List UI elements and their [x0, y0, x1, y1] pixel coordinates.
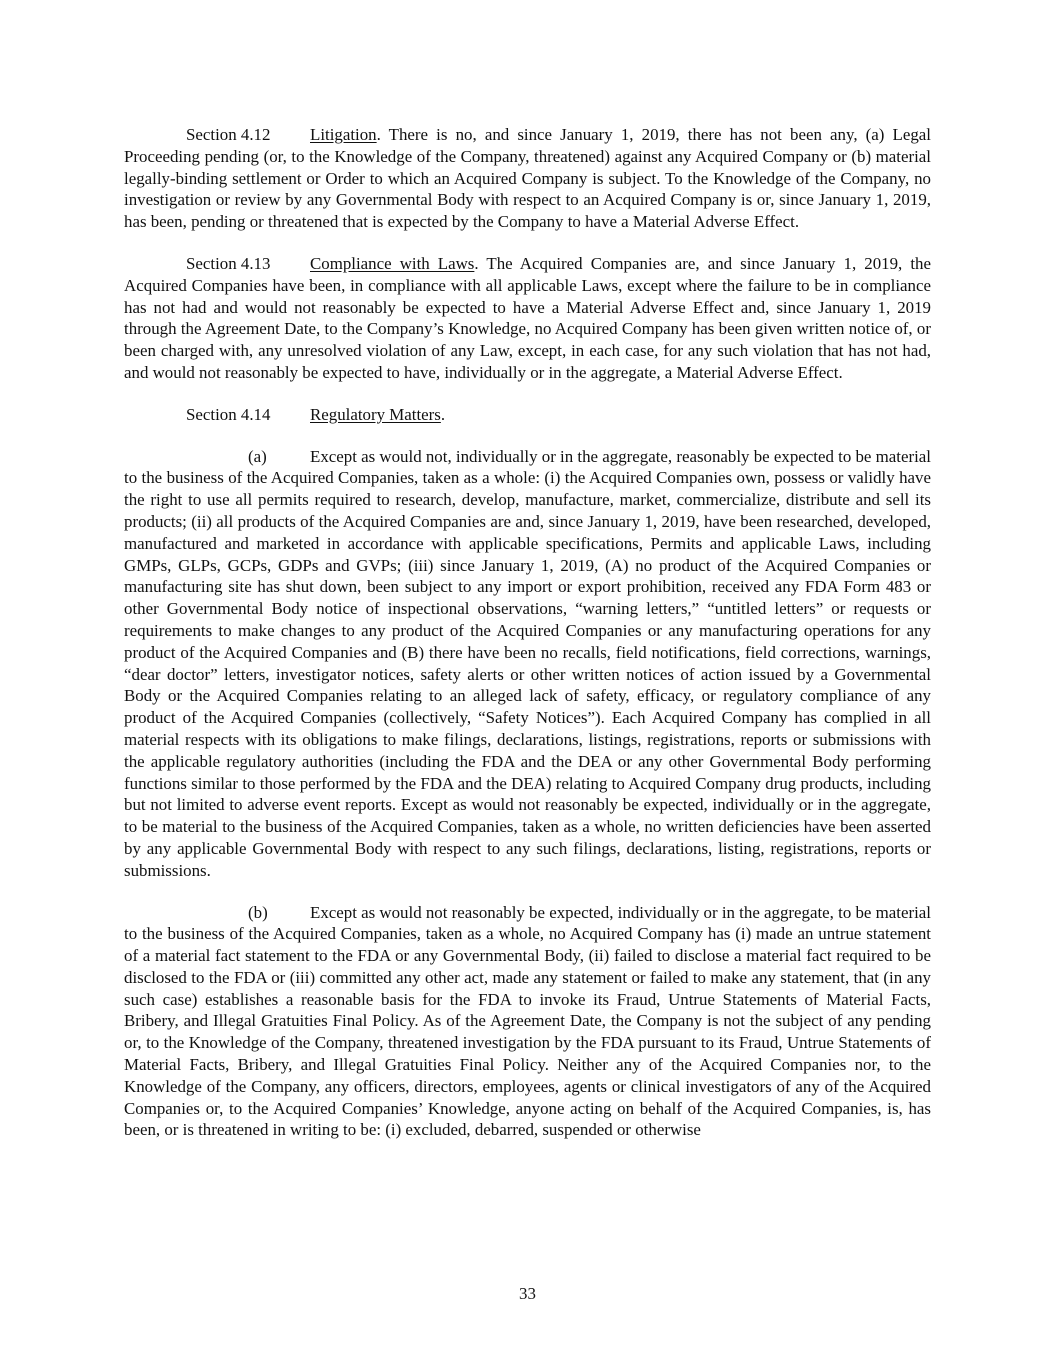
section-heading-suffix: .: [440, 404, 446, 424]
clause-body: Except as would not reasonably be expected, individually or in the aggregate, to be material to the business of the Acquired Companies, taken as a whole, no Acquired Company has (i) made an untrue statement of a material fact statement to the FDA or any Governmental Body, (ii) failed to disclose a material fact required to be disclosed to the FDA or (iii) committed any other act, made any statement or failed to make any statement, that (in any such case) establishes a reasonable basis for the FDA to invoke its Fraud, Untrue Statements of Material Facts, Bribery, and Illegal Gratuities Final Policy. As of the Agreement Date, the Company is not the subject of any pending or, to the Knowledge of the Company, threatened investigation by the FDA pursuant to its Fraud, Untrue Statements of Material Facts, Bribery, and Illegal Gratuities Final Policy. Neither any of the Acquired Companies nor, to the Knowledge of the Company, any officers, directors, employees, agents or clinical investigators of any of the Acquired Companies or, to the Acquired Companies’ Knowledge, anyone acting on behalf of the Acquired Companies, is, has been, or is threatened in writing to be: (i) excluded, debarred, suspended or otherwise: [124, 902, 931, 1140]
section-4-12-paragraph: [124, 124, 931, 233]
page-number: 33: [519, 1284, 536, 1303]
paragraph-gap: [124, 882, 931, 902]
section-body: . There is no, and since January 1, 2019, there has not been any, (a) Legal Proceeding pending (or, to the Knowledge of the Company, threatened) against any Acquired Company or (b) material legally-binding settlement or Order to which an Acquired Company is subject. To the Knowledge of the Company, no investigation or review by any Governmental Body with respect to an Acquired Company is or, since January 1, 2019, has been, pending or threatened that is expected by the Company to have a Material Adverse Effect.: [124, 125, 931, 232]
section-4-13-paragraph: [124, 253, 931, 384]
section-number: Section 4.14: [186, 404, 271, 424]
section-number: Section 4.12: [186, 125, 271, 144]
clause-label: (b): [248, 902, 268, 922]
section-heading: Regulatory Matters: [310, 404, 441, 424]
paragraph-gap: [124, 426, 931, 446]
section-body: . The Acquired Companies are, and since January 1, 2019, the Acquired Companies have been, in compliance with all applicable Laws, except where the failure to be in compliance has not had and would not reasonably be expected to have a Material Adverse Effect and, since January 1, 2019 through the Agreement Date, to the Company’s Knowledge, no Acquired Company has been given written notice of, or been charged with, any unresolved violation of any Law, except, in each case, for any such violation that has not had, and would not reasonably be expected to have, individually or in the aggregate, a Material Adverse Effect.: [124, 253, 931, 382]
paragraph-gap: [124, 233, 931, 253]
document-page: [124, 124, 931, 1141]
paragraph-gap: [124, 384, 931, 404]
section-number: Section 4.13: [186, 253, 271, 273]
clause-a-paragraph: [124, 446, 931, 882]
clause-b-paragraph: [124, 902, 931, 1142]
section-heading: Compliance with Laws: [310, 253, 475, 273]
section-heading: Litigation: [310, 125, 377, 144]
section-4-14-heading: [124, 404, 931, 426]
clause-body: Except as would not, individually or in the aggregate, reasonably be expected to be material to the business of the Acquired Companies, taken as a whole: (i) the Acquired Companies own, possess or validly have the right to use all permits required to research, develop, manufacture, market, commercialize, distribute and sell its products; (ii) all products of the Acquired Companies are and, since January 1, 2019, have been researched, developed, manufactured and marketed in accordance with applicable specifications, Permits and applicable Laws, including GMPs, GLPs, GCPs, GDPs and GVPs; (iii) since January 1, 2019, (A) no product of the Acquired Companies or manufacturing site has shut down, been subject to any import or export prohibition, received any FDA Form 483 or other Governmental Body notice of inspectional observations, “warning letters,” “untitled letters” or requests or requirements to make changes to any product of the Acquired Companies or any manufacturing operations for any product of the Acquired Companies and (B) there have been no recalls, field notifications, field corrections, warnings, “dear doctor” letters, investigator notices, safety alerts or other written notices of action issued by a Governmental Body or the Acquired Companies relating to an alleged lack of safety, efficacy, or regulatory compliance of any product of the Acquired Companies (collectively, “Safety Notices”). Each Acquired Company has complied in all material respects with its obligations to make filings, declarations, listings, registrations, reports or submissions with the applicable regulatory authorities (including the FDA and the DEA or any other Governmental Body performing functions similar to those performed by the FDA and the DEA) relating to Acquired Company drug products, including but not limited to adverse event reports. Except as would not reasonably be expected, individually or in the aggregate, to be material to the business of the Acquired Companies, taken as a whole, no written deficiencies have been asserted by any applicable Governmental Body with respect to any such filings, declarations, listing, registrations, reports or submissions.: [124, 446, 931, 880]
clause-label: (a): [248, 446, 267, 466]
